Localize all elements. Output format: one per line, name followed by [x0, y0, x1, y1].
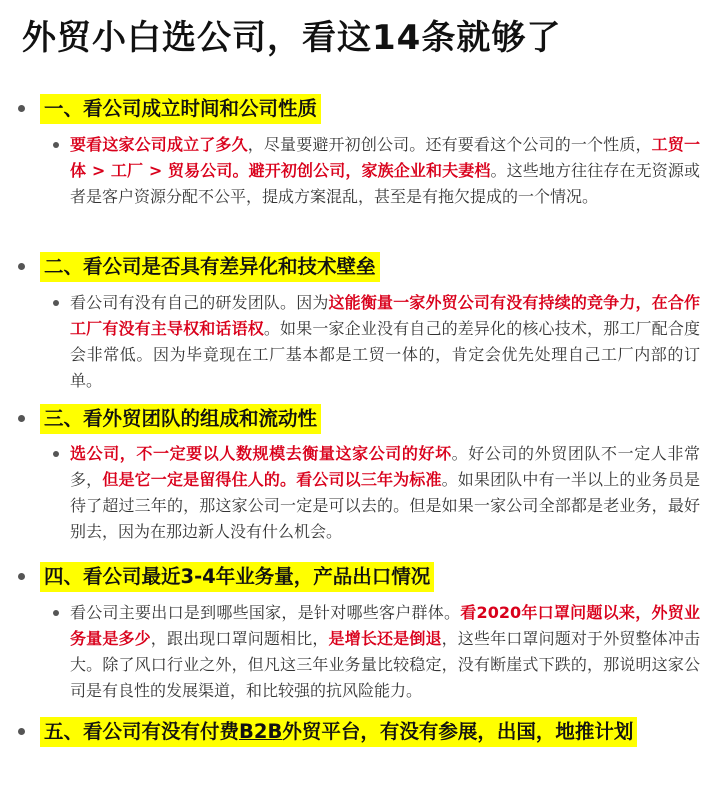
section-heading: 三、看外贸团队的组成和流动性: [40, 404, 321, 434]
emphasis-text: 但是它一定是留得住人的。看公司以三年为标准: [102, 470, 442, 489]
body-text: ，跟出现口罩问题相比，: [150, 629, 329, 648]
section-heading: 四、看公司最近3-4年业务量，产品出口情况: [40, 562, 434, 592]
page-title: 外贸小白选公司，看这14条就够了: [22, 18, 562, 58]
emphasis-text: 看2020年口罩问题以来，外贸业务量是多少: [70, 603, 700, 648]
emphasis-text: 这能衡量一家外贸公司有没有持续的竞争力，在合作工厂有没有主导权和话语权: [70, 293, 700, 338]
emphasis-text: 要看这家公司成立了多久: [70, 135, 248, 154]
body-text: ，尽量要避开初创公司。还有要看这个公司的一个性质，: [247, 135, 652, 154]
bullet-dot: [18, 573, 25, 580]
bullet-dot: [53, 300, 59, 306]
body-text: 。如果一家企业没有自己的差异化的核心技术，那工厂配合度会非常低。因为毕竟现在工厂基本都是工贸一体的，肯定会优先处理自己工厂内部的订单。: [70, 319, 700, 390]
body-text: 。这些地方往往存在无资源或者是客户资源分配不公平，提成方案混乱，甚至是有拖欠提成的一个情况。: [70, 161, 700, 206]
emphasis-text: 工贸一体 > 工厂 > 贸易公司。避开初创公司，家族企业和夫妻档: [70, 135, 700, 180]
bullet-dot: [18, 415, 25, 422]
bullet-dot: [53, 610, 59, 616]
bullet-dot: [18, 105, 25, 112]
section-heading: 一、看公司成立时间和公司性质: [40, 94, 321, 124]
bullet-dot: [18, 728, 25, 735]
body-text: 看公司有没有自己的研发团队。因为: [70, 293, 329, 312]
emphasis-text: 选公司，不一定要以人数规模去衡量这家公司的好坏: [70, 444, 452, 463]
bullet-dot: [53, 451, 59, 457]
heading-part: 外贸平台，有没有参展，出国，地推计划: [282, 720, 634, 743]
body-text: 看公司主要出口是到哪些国家，是针对哪些客户群体。: [70, 603, 461, 622]
bullet-dot: [18, 263, 25, 270]
section-heading: 二、看公司是否具有差异化和技术壁垒: [40, 252, 380, 282]
bullet-dot: [53, 142, 59, 148]
body-text: ，这些年口罩问题对于外贸整体冲击大。除了风口行业之外，但凡这三年业务量比较稳定，没有断崖式下跌的，那说明这家公司是有良性的发展渠道，和比较强的抗风险能力。: [70, 629, 700, 700]
body-text: 。好公司的外贸团队不一定人非常多，: [70, 444, 700, 489]
section-paragraph: [70, 441, 700, 545]
body-text: 。如果团队中有一半以上的业务员是待了超过三年的，那这家公司一定是可以去的。但是如果一家公司全部都是老业务，最好别去，因为在那边新人没有什么机会。: [70, 470, 700, 541]
section-paragraph: [70, 600, 700, 704]
heading-part: 五、看公司有没有付费: [44, 720, 240, 743]
heading-part-b2b: B2B: [239, 720, 283, 743]
section-heading: [40, 717, 637, 747]
section-paragraph: [70, 290, 700, 394]
emphasis-text: 是增长还是倒退: [328, 629, 442, 648]
section-paragraph: [70, 132, 700, 210]
